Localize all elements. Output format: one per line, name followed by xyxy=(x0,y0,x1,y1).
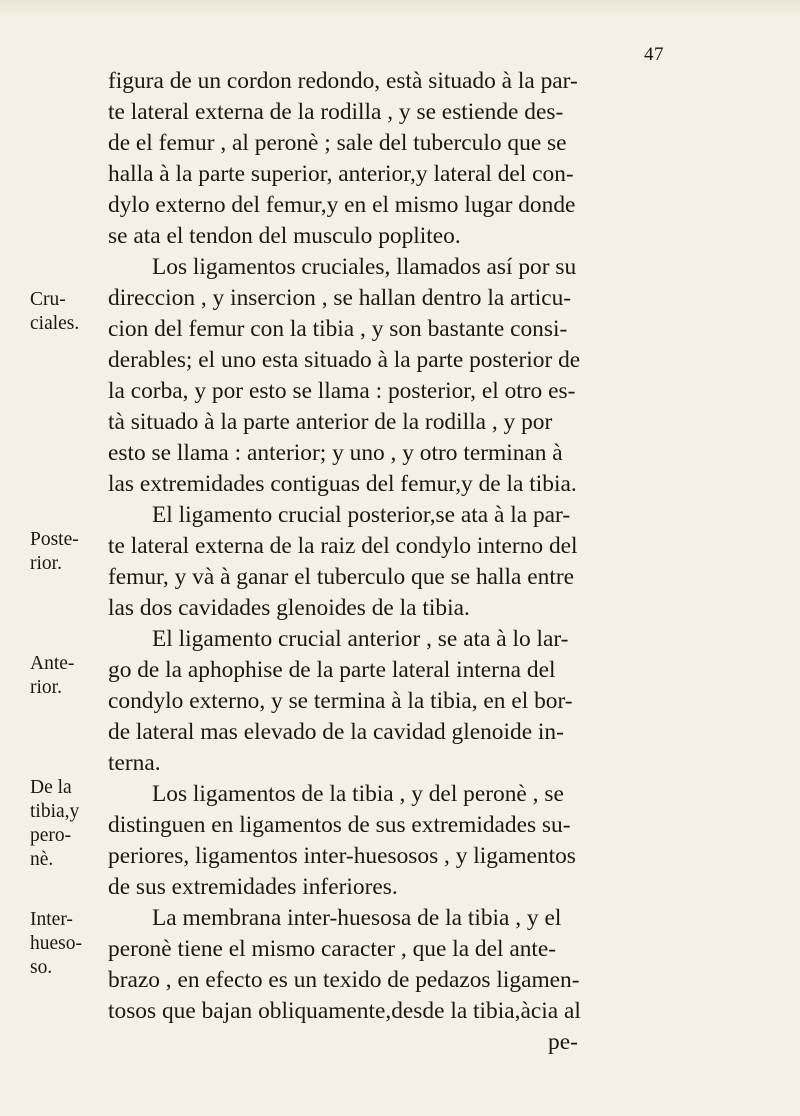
page-number: 47 xyxy=(644,44,664,65)
text-line: te lateral externa de la rodilla , y se estiende des- xyxy=(108,99,564,125)
margin-note-line: rior. xyxy=(30,677,62,698)
paragraph-start-line: Los ligamentos de la tibia , y del peronè , se xyxy=(152,781,564,807)
text-line: derables; el uno esta situado à la parte posterior de xyxy=(108,347,581,373)
margin-note-line: pero- xyxy=(30,825,72,846)
text-line: se ata el tendon del musculo popliteo. xyxy=(108,223,461,249)
body-text xyxy=(108,66,768,1058)
text-line: periores, ligamentos inter-huesosos , y ligamentos xyxy=(108,843,576,869)
text-line: de sus extremidades inferiores. xyxy=(108,874,398,900)
text-line: brazo , en efecto es un texido de pedazos ligamen- xyxy=(108,967,580,993)
paragraph-start-line: Los ligamentos cruciales, llamados así por su xyxy=(152,254,577,280)
margin-note-line: hueso- xyxy=(30,933,82,954)
margin-note-line: rior. xyxy=(30,553,62,574)
text-line: figura de un cordon redondo, està situado à la par- xyxy=(108,68,578,94)
paragraph-start-line: El ligamento crucial posterior,se ata à la par- xyxy=(152,502,571,528)
margin-note-line: so. xyxy=(30,957,53,978)
text-line: direccion , y insercion , se hallan dentro la articu- xyxy=(108,285,572,311)
margin-note-anterior xyxy=(30,652,102,700)
text-line: de el femur , al peronè ; sale del tuberculo que se xyxy=(108,130,567,156)
text-line: tosos que bajan obliquamente,desde la tibia,àcia al xyxy=(108,998,581,1024)
margin-note-line: tibia,y xyxy=(30,801,80,822)
text-line: la corba, y por esto se llama : posterior, el otro es- xyxy=(108,378,576,404)
margin-note-cruciales xyxy=(30,288,102,336)
text-line: go de la aphophise de la parte lateral interna del xyxy=(108,657,556,683)
text-line: condylo externo, y se termina à la tibia, en el bor- xyxy=(108,688,573,714)
text-line: cion del femur con la tibia , y son bastante consi- xyxy=(108,316,568,342)
margin-note-line: Ante- xyxy=(30,653,75,674)
text-line: femur, y và à ganar el tuberculo que se halla entre xyxy=(108,564,575,590)
paragraph-start-line: La membrana inter-huesosa de la tibia , y el xyxy=(152,905,562,931)
text-line: las extremidades contiguas del femur,y de la tibia. xyxy=(108,471,577,497)
text-line: tà situado à la parte anterior de la rodilla , y por xyxy=(108,409,553,435)
text-line: las dos cavidades glenoides de la tibia. xyxy=(108,595,470,621)
margin-note-line: Cru- xyxy=(30,289,66,310)
margin-note-line: Inter- xyxy=(30,909,73,930)
margin-note-line: Poste- xyxy=(30,529,79,550)
text-line: distinguen en ligamentos de sus extremidades su- xyxy=(108,812,571,838)
margin-note-tibia-perone xyxy=(30,776,102,872)
text-line: esto se llama : anterior; y uno , y otro terminan à xyxy=(108,440,563,466)
margin-note-interhueso xyxy=(30,908,102,980)
paragraph-start-line: El ligamento crucial anterior , se ata à lo lar- xyxy=(152,626,569,652)
margin-note-posterior xyxy=(30,528,102,576)
margin-note-line: nè. xyxy=(30,849,54,870)
catchword-line: pe- xyxy=(548,1029,578,1055)
text-line: de lateral mas elevado de la cavidad glenoide in- xyxy=(108,719,564,745)
page-top-edge xyxy=(0,0,800,18)
margin-note-line: De la xyxy=(30,777,72,798)
text-line: te lateral externa de la raiz del condylo interno del xyxy=(108,533,578,559)
text-line: peronè tiene el mismo caracter , que la del ante- xyxy=(108,936,557,962)
text-line: dylo externo del femur,y en el mismo lugar donde xyxy=(108,192,576,218)
text-line: terna. xyxy=(108,750,161,776)
margin-note-line: ciales. xyxy=(30,313,80,334)
text-line: halla à la parte superior, anterior,y lateral del con- xyxy=(108,161,574,187)
